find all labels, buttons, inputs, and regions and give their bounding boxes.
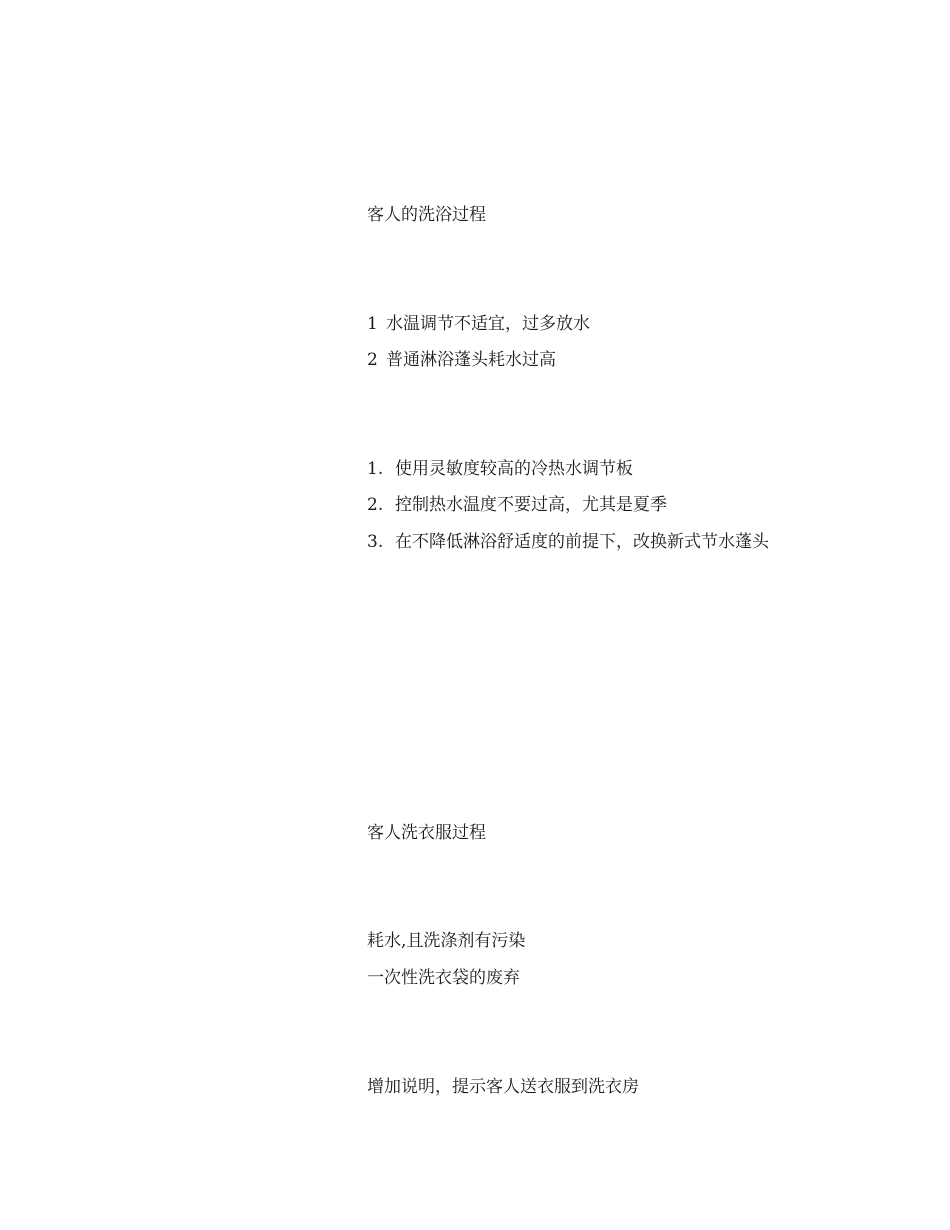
problem-text: 水温调节不适宜，过多放水 <box>386 314 590 334</box>
section1-problem-2 <box>367 352 556 369</box>
section2-solution-1: 增加说明，提示客人送衣服到洗衣房 <box>367 1077 639 1097</box>
section1-solution-1 <box>367 461 633 478</box>
problem-number: 2 <box>367 350 378 370</box>
problem-text: 普通淋浴蓬头耗水过高 <box>386 350 556 370</box>
section2-problem-2: 一次性洗衣袋的废弃 <box>367 968 520 988</box>
section1-solution-3 <box>367 534 769 551</box>
section1-problem-1 <box>367 316 590 333</box>
solution-text: 在不降低淋浴舒适度的前提下，改换新式节水蓬头 <box>395 532 769 552</box>
problem-number: 1 <box>367 314 378 334</box>
section2-heading: 客人洗衣服过程 <box>367 823 486 843</box>
section1-solution-2 <box>367 497 667 514</box>
solution-number: 2. <box>367 495 384 515</box>
solution-text: 控制热水温度不要过高，尤其是夏季 <box>395 495 667 515</box>
section1-heading: 客人的洗浴过程 <box>367 205 486 225</box>
section2-problem-1: 耗水,且洗涤剂有污染 <box>367 931 526 951</box>
solution-number: 3. <box>367 532 384 552</box>
solution-number: 1. <box>367 459 384 479</box>
solution-text: 使用灵敏度较高的冷热水调节板 <box>395 459 633 479</box>
